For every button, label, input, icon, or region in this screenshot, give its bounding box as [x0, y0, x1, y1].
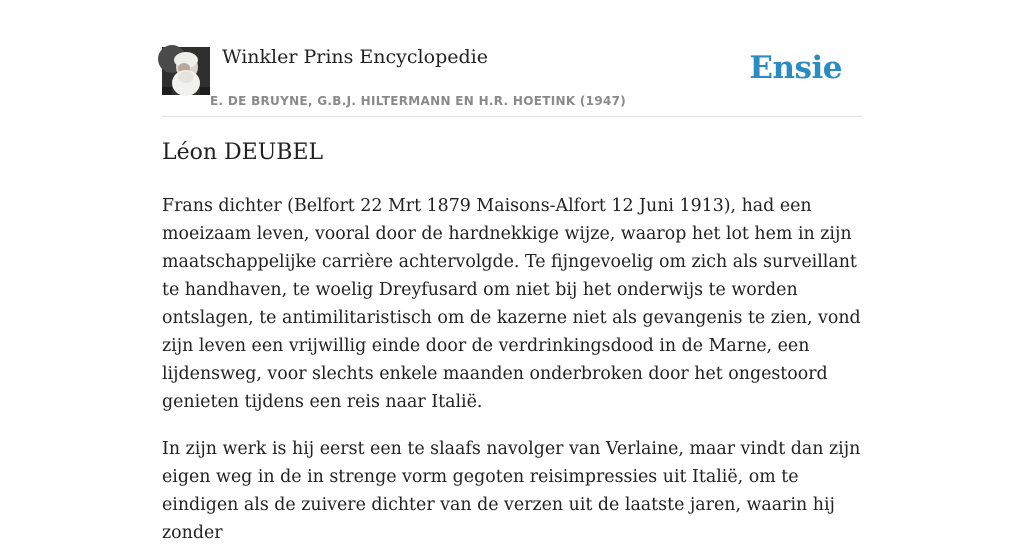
page	[162, 0, 862, 543]
site-header	[162, 0, 862, 117]
portrait-avatar-graphic	[162, 47, 210, 95]
author-byline: E. DE BRUYNE, G.B.J. HILTERMANN EN H.R. HOETINK (1947)	[210, 94, 627, 108]
site-title[interactable]: Winkler Prins Encyclopedie	[222, 46, 488, 68]
portrait-avatar-icon[interactable]	[162, 47, 210, 95]
entry-title: Léon DEUBEL	[162, 140, 324, 165]
brand-logo[interactable]: Ensie	[749, 50, 842, 86]
entry-paragraph: Frans dichter (Belfort 22 Mrt 1879 Maisons-Alfort 12 Juni 1913), had een moeizaam leven, vooral door de hardnekkige wijze, waarop het lot hem in zijn maatschappelijke carrière achtervolgde. Te fijngevoelig om zich als surveillant te handhaven, te woelig Dreyfusard om niet bij het onderwijs te worden ontslagen, te antimilitaristisch om de kazerne niet als gevangenis te zien, vond zijn leven een vrijwillig einde door de verdrinkingsdood in de Marne, een lijdensweg, voor slechts enkele maanden onderbroken door het ongestoord genieten tijdens een reis naar Italië.	[162, 196, 861, 412]
entry-paragraph: In zijn werk is hij eerst een te slaafs navolger van Verlaine, maar vindt dan zijn eigen weg in de in strenge vorm gegoten reisimpressies uit Italië, om te eindigen als de zuivere dichter van de verzen uit de laatste jaren, waarin hij zonder	[162, 439, 861, 543]
